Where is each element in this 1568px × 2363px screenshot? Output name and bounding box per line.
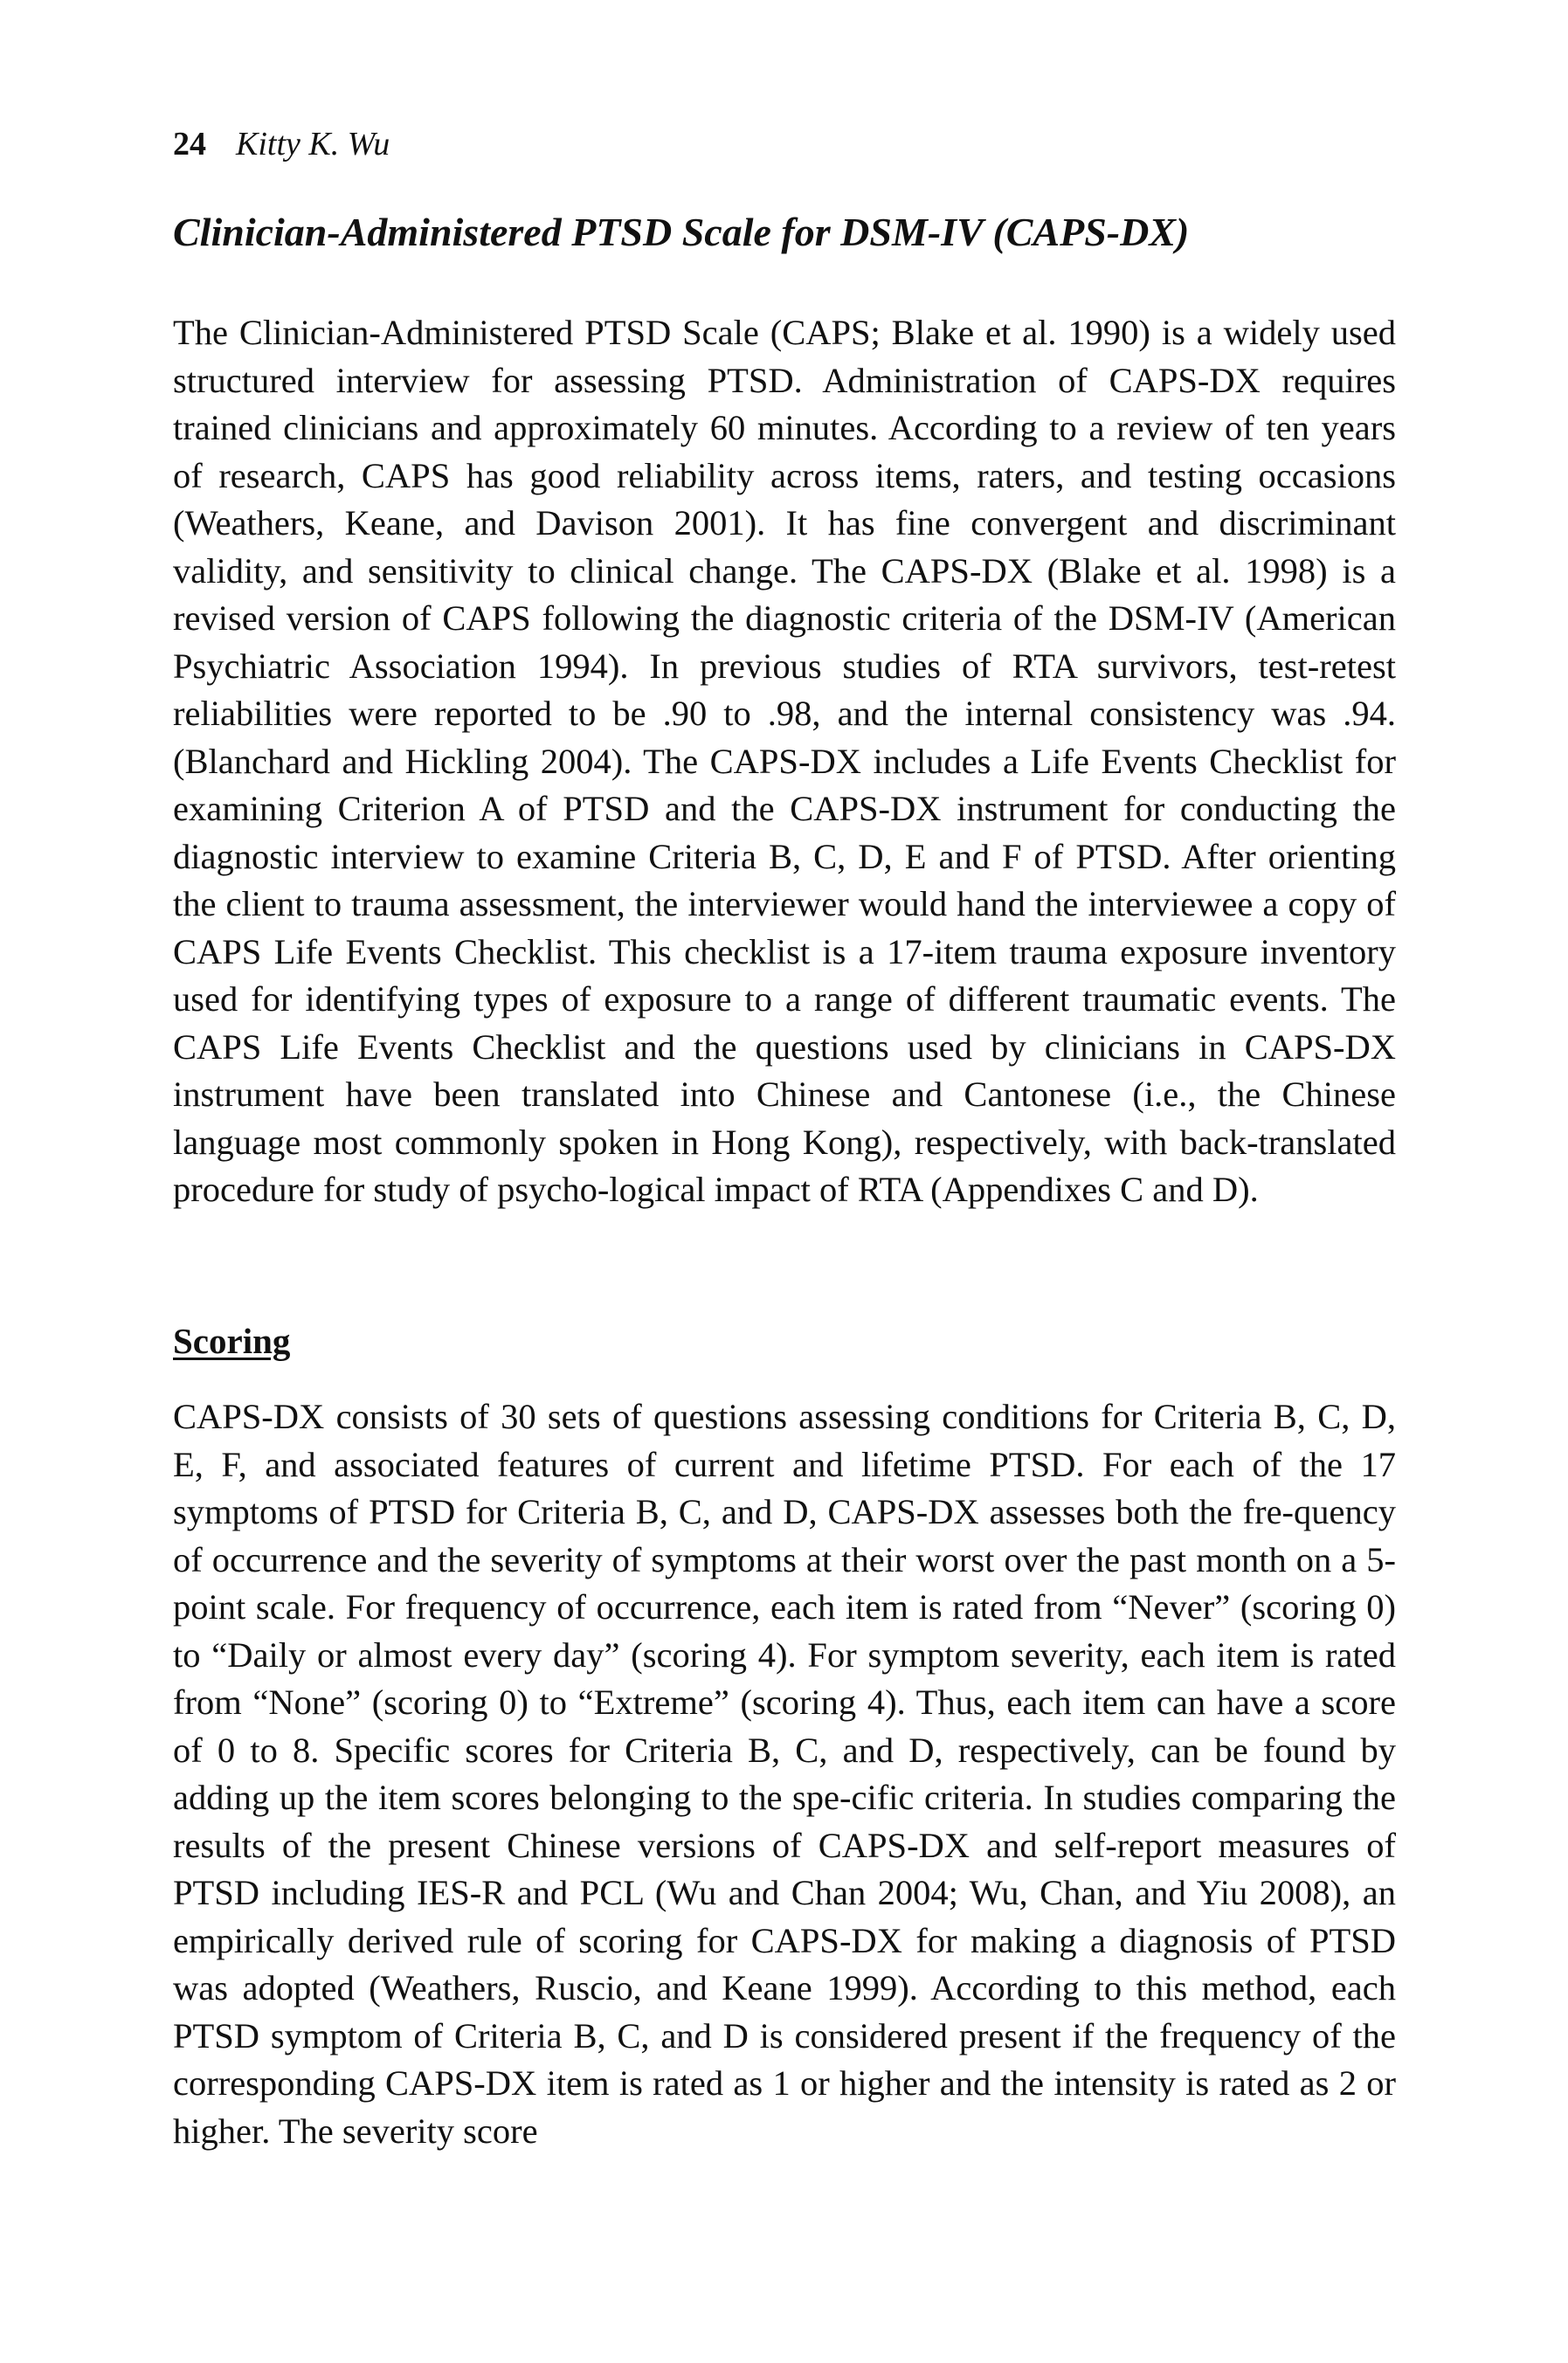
running-head bbox=[173, 124, 390, 164]
page-number: 24 bbox=[173, 126, 206, 162]
scoring-heading: Scoring bbox=[173, 1321, 291, 1361]
scoring-paragraph: CAPS-DX consists of 30 sets of questions assessing conditions for Criteria B, C, D, E, F, and associated features of current and lifetime PTSD. For each of the 17 symptoms of PTSD for Criteria B, C, and D, CAPS-DX assesses both the fre-quency of occurrence and the severity of symptoms at their worst over the past month on a 5-point scale. For frequency of occurrence, each item is rated from “Never” (scoring 0) to “Daily or almost every day” (scoring 4). For symptom severity, each item is rated from “None” (scoring 0) to “Extreme” (scoring 4). Thus, each item can have a score of 0 to 8. Specific scores for Criteria B, C, and D, respectively, can be found by adding up the item scores belonging to the spe-cific criteria. In studies comparing the results of the present Chinese versions of CAPS-DX and self-report measures of PTSD including IES-R and PCL (Wu and Chan 2004; Wu, Chan, and Yiu 2008), an empirically derived rule of scoring for CAPS-DX for making a diagnosis of PTSD was adopted (Weathers, Ruscio, and Keane 1999). According to this method, each PTSD symptom of Criteria B, C, and D is considered present if the frequency of the corresponding CAPS-DX item is rated as 1 or higher and the intensity is rated as 2 or higher. The severity score bbox=[173, 1397, 1396, 2151]
section-title: Clinician-Administered PTSD Scale for DSM-IV (CAPS-DX) bbox=[173, 210, 1190, 254]
caps-description-paragraph: The Clinician-Administered PTSD Scale (CAPS; Blake et al. 1990) is a widely used structured interview for assessing PTSD. Administration of CAPS-DX requires trained clinicians and approximately 60 minutes. According to a review of ten years of research, CAPS has good reliability across items, raters, and testing occasions (Weathers, Keane, and Davison 2001). It has fine convergent and discriminant validity, and sensitivity to clinical change. The CAPS-DX (Blake et al. 1998) is a revised version of CAPS following the diagnostic criteria of the DSM-IV (American Psychiatric Association 1994). In previous studies of RTA survivors, test-retest reliabilities were reported to be .90 to .98, and the internal consistency was .94. (Blanchard and Hickling 2004). The CAPS-DX includes a Life Events Checklist for examining Criterion A of PTSD and the CAPS-DX instrument for conducting the diagnostic interview to examine Criteria B, C, D, E and F of PTSD. After orienting the client to trauma assessment, the interviewer would hand the interviewee a copy of CAPS Life Events Checklist. This checklist is a 17-item trauma exposure inventory used for identifying types of exposure to a range of different traumatic events. The CAPS Life Events Checklist and the questions used by clinicians in CAPS-DX instrument have been translated into Chinese and Cantonese (i.e., the Chinese language most commonly spoken in Hong Kong), respectively, with back-translated procedure for study of psycho-logical impact of RTA (Appendixes C and D). bbox=[173, 313, 1396, 1209]
running-author: Kitty K. Wu bbox=[236, 126, 390, 162]
